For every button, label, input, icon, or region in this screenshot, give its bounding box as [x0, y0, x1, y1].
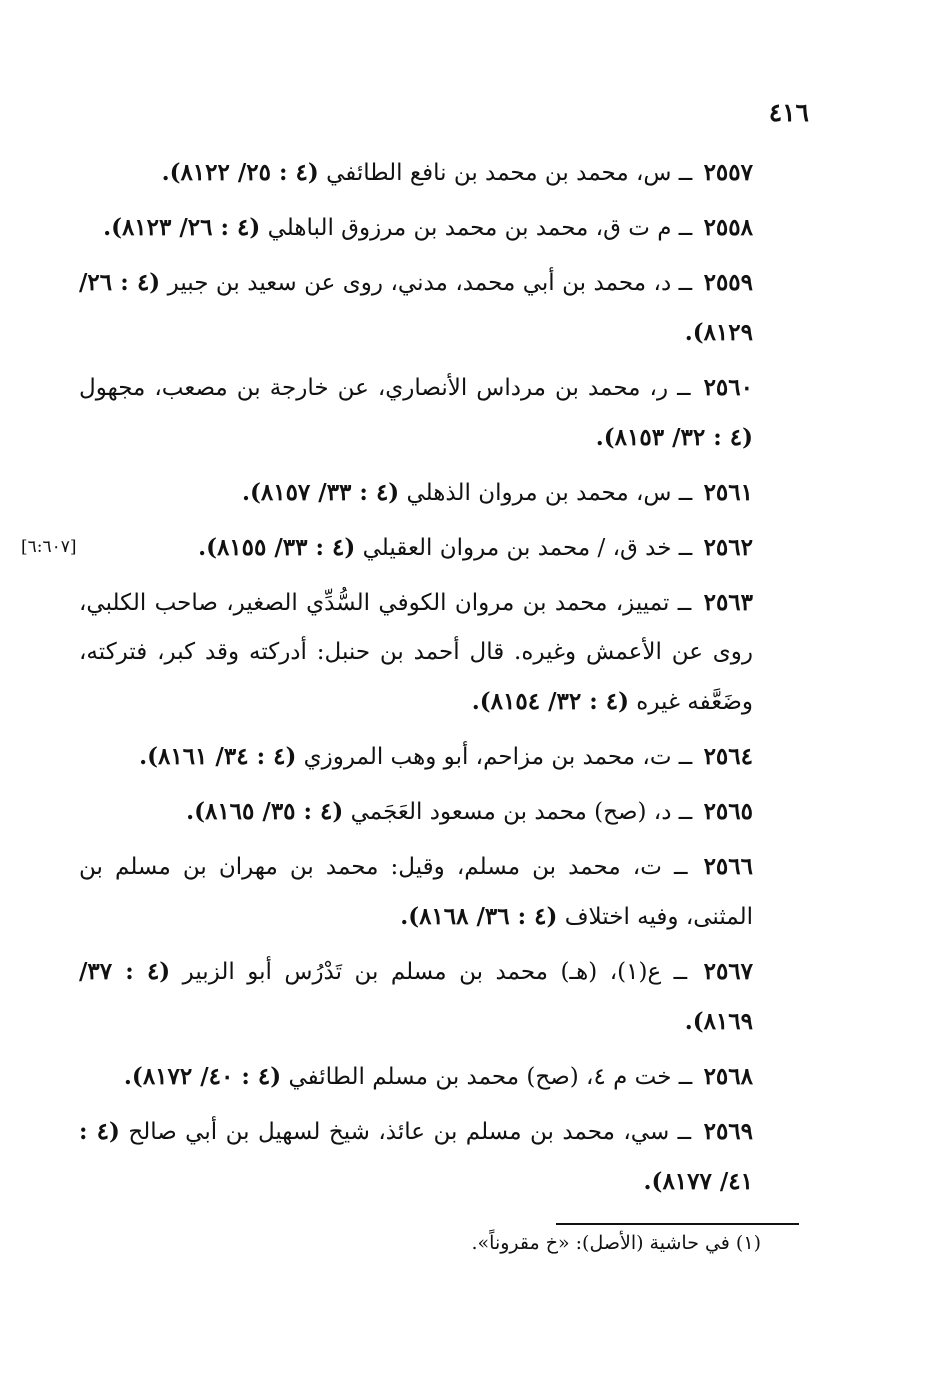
- entries-list: [21, 148, 803, 1212]
- entry-citation: (٤ : ٣٣/ ٨١٥٥).: [198, 534, 356, 561]
- entry-text: ــ ر، محمد بن مرداس الأنصاري، عن خارجة بن مصعب، مجهول: [79, 375, 691, 401]
- entry-citation: (٤ : ٤٠/ ٨١٧٢).: [123, 1063, 282, 1090]
- entry-citation: (٤ : ٣٧/ ٨١٦٩).: [79, 958, 753, 1035]
- entry-number: ٢٥٦٢: [703, 534, 753, 561]
- entry-2566: [79, 842, 803, 942]
- manuscript-page-marker: [٦:٦٠٧]: [21, 537, 77, 557]
- entry-number: ٢٥٦٤: [703, 743, 753, 770]
- entry-text: ــ سي، محمد بن مسلم بن عائذ، شيخ لسهيل بن أبي صالح: [128, 1119, 692, 1145]
- entry-text: ــ ع(١)، (هـ) محمد بن مسلم بن تَدْرُس أبو الزبير: [182, 959, 688, 985]
- entry-text: ــ ت، محمد بن مزاحم، أبو وهب المروزي: [303, 744, 693, 770]
- entry-2557: [79, 148, 803, 198]
- entry-2563: [79, 578, 803, 727]
- entry-citation: (٤ : ٣٣/ ٨١٥٧).: [241, 479, 400, 506]
- entry-citation: (٤ : ٣٢/ ٨١٥٣).: [595, 424, 753, 451]
- entry-number: ٢٥٥٩: [703, 269, 754, 296]
- page-number: ٤١٦: [768, 98, 809, 127]
- entry-citation: (٤ : ٢٥/ ٨١٢٢).: [161, 159, 319, 186]
- entry-citation: (٤ : ٣٢/ ٨١٥٤).: [471, 688, 629, 715]
- entry-2568: [79, 1052, 803, 1102]
- entry-number: ٢٥٦٦: [703, 853, 753, 880]
- entry-citation: (٤ : ٢٦/ ٨١٢٩).: [79, 269, 753, 346]
- entry-text: ــ خد ق، / محمد بن مروان العقيلي: [362, 535, 693, 561]
- entry-text: ــ خت م ٤، (صح) محمد بن مسلم الطائفي: [288, 1064, 693, 1090]
- entry-number: ٢٥٦٧: [703, 958, 754, 985]
- entry-number: ٢٥٦٨: [703, 1063, 753, 1090]
- entry-text: ــ س، محمد بن محمد بن نافع الطائفي: [326, 160, 693, 186]
- entry-2559: [79, 258, 803, 358]
- entry-2567: [79, 947, 803, 1047]
- footnote-divider: [556, 1223, 799, 1225]
- entry-text: ــ تمييز، محمد بن مروان الكوفي السُّدِّي الصغير، صاحب الكلبي، روى عن الأعمش وغيره. قال أحمد بن حنبل: أدركته وقد كبر، فتركته، وضَعَّفه غيره: [79, 590, 753, 715]
- entry-2561: [79, 468, 803, 518]
- entry-number: ٢٥٦١: [703, 479, 753, 506]
- entry-number: ٢٥٥٨: [703, 214, 753, 241]
- entry-number: ٢٥٦٣: [703, 589, 754, 616]
- entry-2564: [79, 732, 803, 782]
- entry-citation: (٤ : ٣٦/ ٨١٦٨).: [400, 903, 558, 930]
- entry-number: ٢٥٥٧: [703, 159, 753, 186]
- entry-2560: [79, 363, 803, 463]
- entry-citation: (٤ : ٤١/ ٨١٧٧).: [79, 1118, 753, 1195]
- entry-2562: [21, 523, 803, 573]
- entry-number: ٢٥٦٥: [703, 798, 753, 825]
- entry-text: ــ ت، محمد بن مسلم، وقيل: محمد بن مهران بن مسلم بن المثنى، وفيه اختلاف: [79, 854, 753, 930]
- entry-2565: [79, 787, 803, 837]
- entry-number: ٢٥٦٩: [703, 1118, 754, 1145]
- entry-number: ٢٥٦٠: [703, 374, 753, 401]
- entry-text: ــ د، محمد بن أبي محمد، مدني، روى عن سعيد بن جبير: [167, 270, 693, 296]
- entry-citation: (٤ : ٣٥/ ٨١٦٥).: [186, 798, 344, 825]
- entry-text: ــ س، محمد بن مروان الذهلي: [406, 480, 693, 506]
- entry-text: ــ د، (صح) محمد بن مسعود العَجَمي: [350, 799, 693, 825]
- entry-citation: (٤ : ٢٦/ ٨١٢٣).: [103, 214, 261, 241]
- entry-text: ــ م ت ق، محمد بن محمد بن مرزوق الباهلي: [267, 215, 693, 241]
- entry-2558: [79, 203, 803, 253]
- footnote: (١) في حاشية (الأصل): «خ مقروناً».: [471, 1232, 761, 1254]
- entry-citation: (٤ : ٣٤/ ٨١٦١).: [139, 743, 297, 770]
- entry-2569: [79, 1107, 803, 1207]
